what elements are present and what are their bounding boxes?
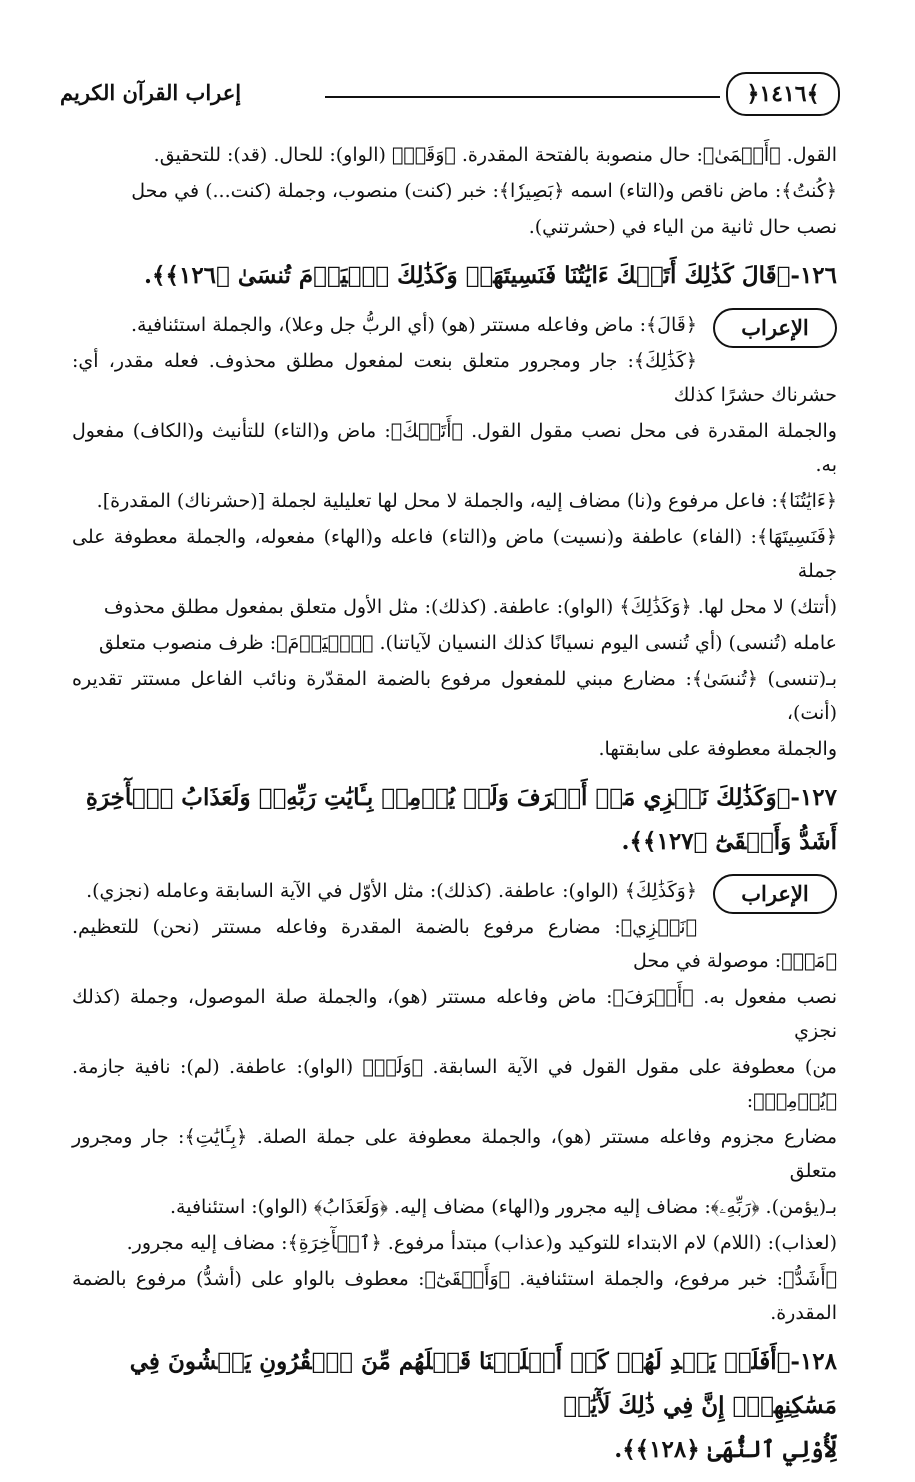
header-rule <box>325 96 720 98</box>
analysis-line: بـ(يؤمن). ﴿رَبِّهِۦ﴾: مضاف إليه مجرور و(الهاء) مضاف إليه. ﴿وَلَعَذَابُ﴾ (الواو): استئنافية. <box>170 1196 837 1218</box>
analysis-line: ﴿نَجۡزِي﴾: مضارع مرفوع بالضمة المقدرة وفاعله مستتر (نحن) للتعظيم. ﴿مَنۡ﴾: موصولة في محل <box>72 916 837 972</box>
book-title: إعراب القرآن الكريم <box>60 80 242 105</box>
analysis-line: من) معطوفة على مقول القول في الآية السابقة. ﴿وَلَمۡ﴾ (الواو): عاطفة. (لم): نافية جازمة. ﴿يُؤۡمِنۢ﴾: <box>72 1056 837 1112</box>
analysis-line: والجملة معطوفة على سابقتها. <box>598 738 837 760</box>
analysis-line: بـ(تنسى) ﴿تُنسَىٰ﴾: مضارع مبني للمفعول مرفوع بالضمة المقدّرة ونائب الفاعل مستتر تقديره (أنت)، <box>72 668 837 724</box>
intro-line: ﴿كُنتُ﴾: ماض ناقص و(التاء) اسمه ﴿بَصِيرٗا﴾: خبر (كنت) منصوب، وجملة (كنت...) في محل <box>131 180 837 202</box>
analysis-line: عامله (تُنسى) (أي تُنسى اليوم نسيانًا كذلك النسيان لآياتنا). ﴿ٱلۡيَوۡمَ﴾: ظرف منصوب متعلق <box>98 632 837 654</box>
page-number: ﴿١٤١٦﴾ <box>726 72 840 116</box>
analysis-line: (لعذاب): (اللام) لام الابتداء للتوكيد و(عذاب) مبتدأ مرفوع. ﴿ٱلۡأٓخِرَةِ﴾: مضاف إليه مجرور. <box>126 1232 837 1254</box>
verse-128-line: ١٢٨-﴿أَفَلَمۡ يَهۡدِ لَهُمۡ كَمۡ أَهۡلَكۡنَا قَبۡلَهُم مِّنَ ٱلۡقُرُونِ يَمۡشُونَ فِي مَسَٰكِنِهِمۡۚ إِنَّ فِي ذَٰلِكَ لَأٓيَٰتٖ <box>129 1348 837 1419</box>
intro-line: نصب حال ثانية من الياء في (حشرتني). <box>528 216 837 238</box>
analysis-line: والجملة المقدرة فى محل نصب مقول القول. ﴿أَتَتۡكَ﴾: ماض و(التاء) للتأنيث و(الكاف) مفعول به. <box>72 420 837 476</box>
analysis-line: ﴿ءَايَٰتُنَا﴾: فاعل مرفوع و(نا) مضاف إليه، والجملة لا محل لها تعليلية لجملة [(حشرناك) المقدرة]. <box>96 490 837 512</box>
verse-128-line: لِّأُوْلِي ٱلنُّهَىٰ ﴿١٢٨﴾﴾. <box>614 1436 837 1463</box>
irab-label: الإعراب <box>713 308 837 348</box>
verse-127: ١٢٧-﴿وَكَذَٰلِكَ نَجۡزِي مَنۡ أَسۡرَفَ وَلَمۡ يُؤۡمِنۢ بِـَٔايَٰتِ رَبِّهِۦۚ وَلَعَذَابُ ٱلۡأٓخِرَةِ أَشَدُّ وَأَبۡقَىٰٓ ﴿١٢٧﴾﴾. <box>85 784 837 855</box>
analysis-line: ﴿قَالَ﴾: ماض وفاعله مستتر (هو) (أي الربُّ جل وعلا)، والجملة استئنافية. <box>130 314 697 336</box>
analysis-line: ﴿أَشَدُّ﴾: خبر مرفوع، والجملة استئنافية. ﴿وَأَبۡقَىٰٓ﴾: معطوف بالواو على (أشدُّ) مرفوع بالضمة المقدرة. <box>72 1268 837 1324</box>
analysis-line: نصب مفعول به. ﴿أَسۡرَفَ﴾: ماض وفاعله مستتر (هو)، والجملة صلة الموصول، وجملة (كذلك نجزي <box>72 986 837 1042</box>
analysis-line: ﴿كَذَٰلِكَ﴾: جار ومجرور متعلق بنعت لمفعول مطلق محذوف. فعله مقدر، أي: حشرناك حشرًا كذلك <box>72 350 837 406</box>
page-header <box>60 70 840 116</box>
verse-128 <box>72 1340 837 1472</box>
analysis-126 <box>72 308 837 766</box>
analysis-line: ﴿فَنَسِيتَهَا﴾: (الفاء) عاطفة و(نسيت) ماض و(التاء) فاعله و(الهاء) مفعوله، والجملة معطوفة على جملة <box>72 526 837 582</box>
verse-126: ١٢٦-﴿قَالَ كَذَٰلِكَ أَتَتۡكَ ءَايَٰتُنَا فَنَسِيتَهَاۖ وَكَذَٰلِكَ ٱلۡيَوۡمَ تُنسَىٰ ﴿١٢٦﴾﴾. <box>144 262 837 289</box>
analysis-line: ﴿وَكَذَٰلِكَ﴾ (الواو): عاطفة. (كذلك): مثل الأوّل في الآية السابقة وعامله (نجزي). <box>86 880 697 902</box>
analysis-127 <box>72 874 837 1330</box>
irab-label: الإعراب <box>713 874 837 914</box>
page-content <box>72 138 837 1482</box>
analysis-line: مضارع مجزوم وفاعله مستتر (هو)، والجملة معطوفة على جملة الصلة. ﴿بِـَٔايَٰتِ﴾: جار ومجرور متعلق <box>72 1126 837 1182</box>
intro-line: القول. ﴿أَعۡمَىٰ﴾: حال منصوبة بالفتحة المقدرة. ﴿وَقَدۡ﴾ (الواو): للحال. (قد): للتحقيق. <box>153 144 837 166</box>
analysis-line: (أتتك) لا محل لها. ﴿وَكَذَٰلِكَ﴾ (الواو): عاطفة. (كذلك): مثل الأول متعلق بمفعول مطلق محذوف <box>103 596 837 618</box>
